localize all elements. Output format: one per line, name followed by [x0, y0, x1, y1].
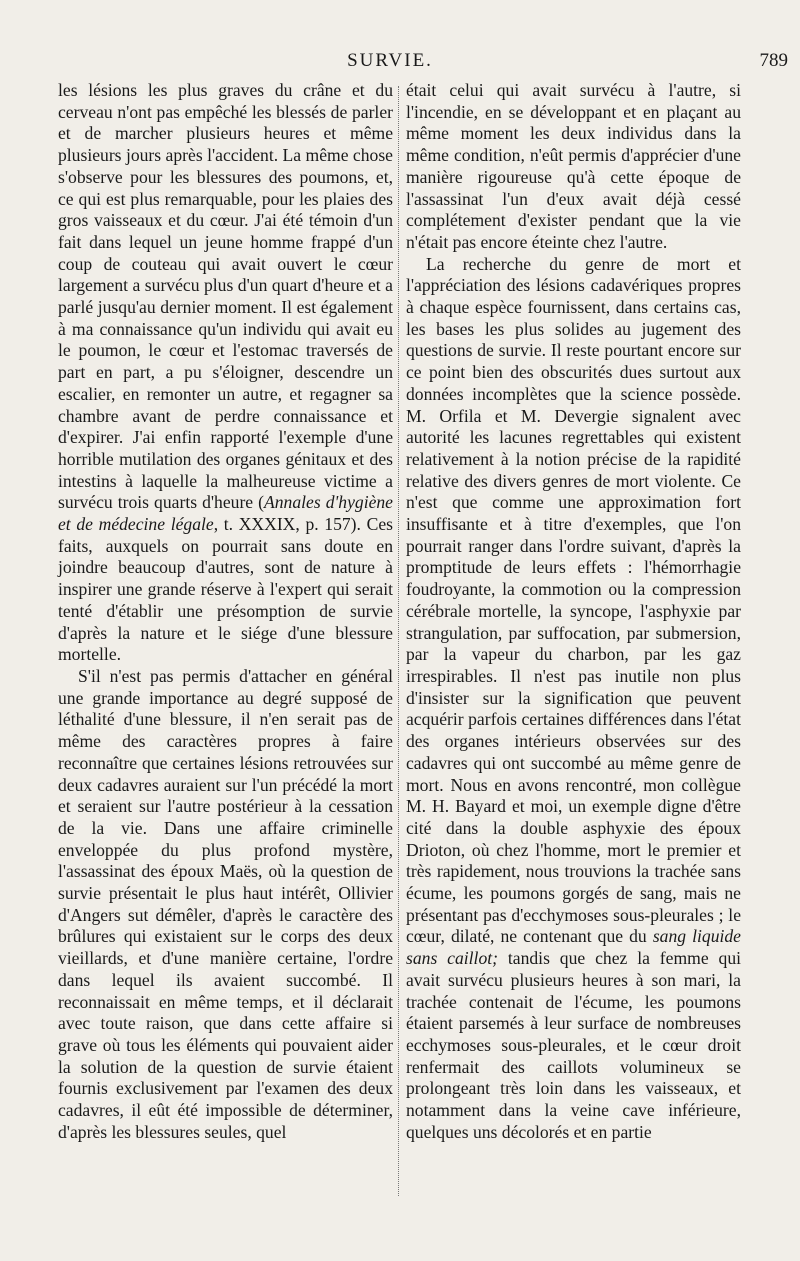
right-paragraph-2: [406, 254, 741, 1144]
right-paragraph-2-end: tandis que chez la femme qui avait survécu plusieurs heures à son mari, la trachée contenait de l'écume, les poumons étaient parsemés à leur surface de nombreuses ecchymoses sous-pleurales, et le cœur droit renfermait des caillots volumineux se prolongeant très loin dans les vaisseaux, et notamment dans la veine cave inférieure, quelques uns décolorés et en partie: [406, 948, 742, 1142]
page-header: [40, 50, 788, 78]
right-paragraph-1: était celui qui avait survécu à l'autre, si l'incendie, en se développant et en plaçant au même moment les deux individus dans la même condition, n'eût permis d'apprécier d'une manière rigoureuse qu'à cette époque de l'assassinat l'un d'eux avait déjà cessé complétement d'exister pendant que la vie n'était pas encore éteinte chez l'autre.: [406, 80, 741, 252]
right-column: [406, 80, 741, 1143]
italic-phrase: sang liquide sans caillot;: [406, 926, 741, 969]
left-paragraph-2: S'il n'est pas permis d'attacher en général une grande importance au degré supposé de léthalité d'une blessure, il n'en serait pas de même des caractères propres à faire reconnaître que certaines lésions retrouvées sur deux cadavres auraient sur l'un précédé la mort et seraient sur l'autre postérieur à la cessation de la vie. Dans une affaire criminelle enveloppée du plus profond mystère, l'assassinat des époux Maës, où la question de survie présentait le plus haut intérêt, Ollivier d'Angers sut démêler, d'après le caractère des brûlures qui existaient sur le corps des deux vieillards, et d'une manière certaine, l'ordre dans lequel ils avaient succombé. Il reconnaissait en même temps, et il déclarait avec toute raison, que dans cette affaire si grave où tous les éléments qui pouvaient aider la solution de la question de survie étaient fournis exclusivement par l'examen des deux cadavres, il eût été impossible de déterminer, d'après les blessures seules, quel: [58, 665, 393, 1142]
left-column: [58, 80, 393, 1143]
citation-title: Annales d'hygiène et de médecine légale: [58, 492, 393, 535]
right-paragraph-2-text: La recherche du genre de mort et l'appréciation des lésions cadavériques propres à chaque espèce fournissent, dans certains cas, les bases les plus solides au jugement des questions de survie. Il reste pourtant encore sur ce point bien des obscurités dues surtout aux données incomplètes que la science possède. M. Orfila et M. Devergie signalent avec autorité les lacunes regrettables qui existent relativement à la notion précise de la rapidité relative des divers genres de mort violente. Ce n'est que comme une approximation fort insuffisante et à titre d'exemples, que l'on pourrait ranger dans l'ordre suivant, d'après la promptitude de leurs effets : l'hémorrhagie foudroyante, la commotion ou la compression cérébrale mortelle, la syncope, l'asphyxie par strangulation, par suffocation, par submersion, par la vapeur du charbon, par les gaz irrespirables. Il n'est pas inutile non plus d'insister sur la signification que peuvent acquérir parfois certaines différences dans l'état des organes intérieurs observées sur des cadavres qui ont succombé au même genre de mort. Nous en avons rencontré, mon collègue M. H. Bayard et moi, un exemple digne d'être cité dans la double asphyxie des époux Drioton, où chez l'homme, mort le premier et très rapidement, nous trouvions la trachée sans écume, les poumons gorgés de sang, mais ne présentant pas d'ecchymoses sous-pleurales ; le cœur, dilaté, ne contenant que du: [406, 253, 741, 947]
page-number: 789: [759, 50, 788, 71]
left-paragraph-1-end: , t. XXXIX, p. 157). Ces faits, auxquels on pourrait sans doute en joindre beaucoup d'autres, sont de nature à inspirer une grande réserve à l'expert qui serait tenté d'établir une présomption de survie d'après la nature et le siége d'une blessure mortelle.: [58, 514, 393, 665]
left-paragraph-1-text: les lésions les plus graves du crâne et du cerveau n'ont pas empêché les blessés de parler et de marcher plusieurs heures et même plusieurs jours après l'accident. La même chose s'observe pour les blessures des poumons, et, ce qui est plus remarquable, pour les plaies des gros vaisseaux et du cœur. J'ai été témoin d'un fait dans lequel un jeune homme frappé d'un coup de couteau qui avait ouvert le cœur largement a survécu plus d'un quart d'heure et a parlé jusqu'au dernier moment. Il est également à ma connaissance qu'un individu qui avait eu le poumon, le cœur et l'estomac traversés de part en part, a pu s'éloigner, descendre un escalier, en remonter un autre, et regagner sa chambre avant de perdre connaissance et d'expirer. J'ai enfin rapporté l'exemple d'une horrible mutilation des organes génitaux et des intestins à laquelle la malheureuse victime a survécu trois quarts d'heure (: [58, 80, 393, 513]
running-title: SURVIE.: [347, 50, 433, 71]
left-paragraph-1: [58, 80, 393, 666]
column-divider: [398, 86, 399, 1196]
